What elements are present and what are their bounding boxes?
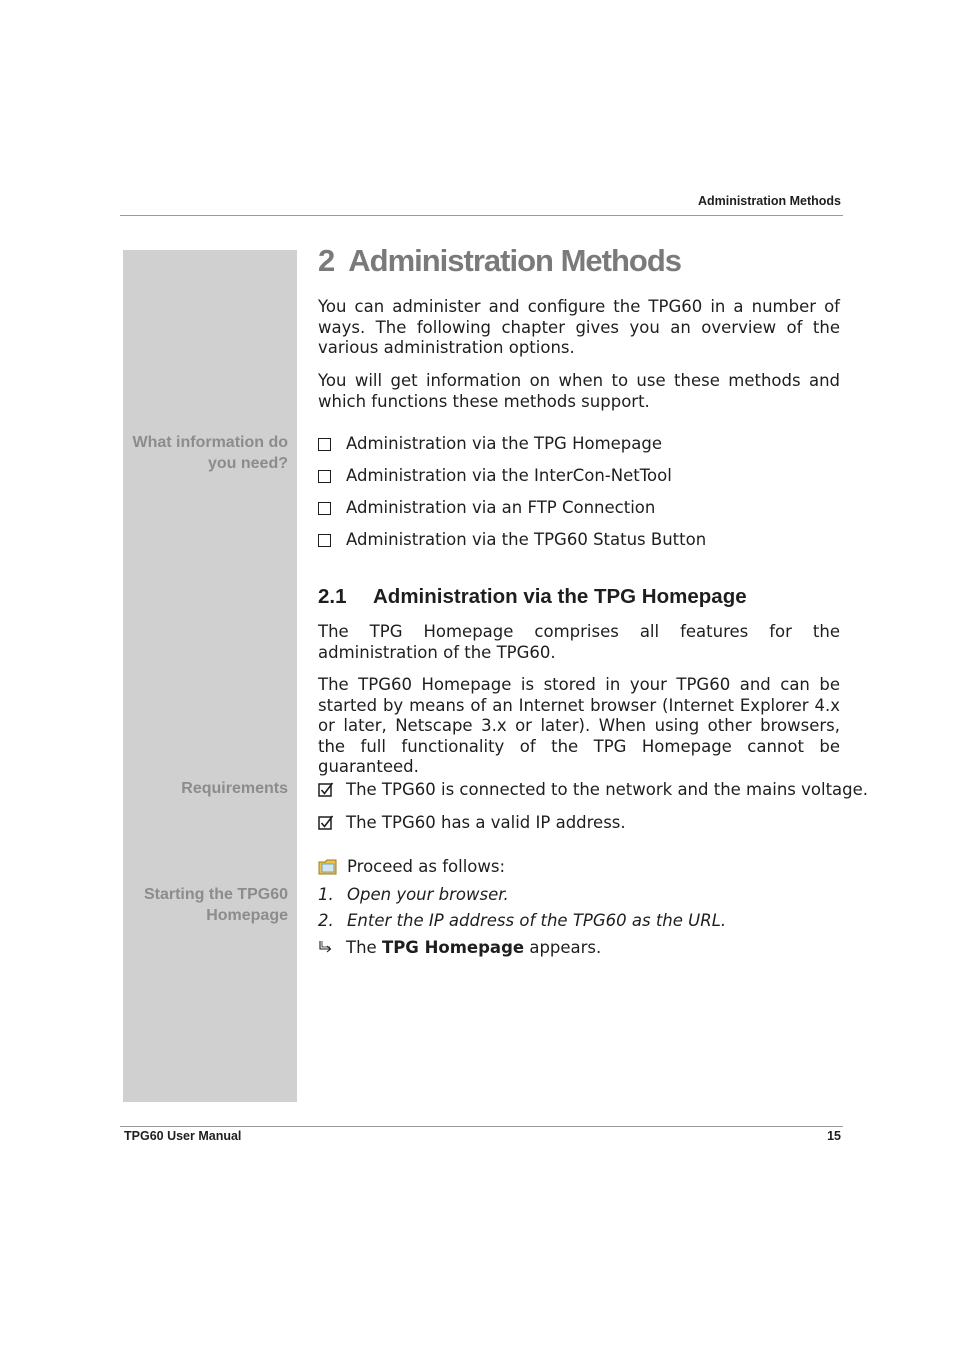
header-rule xyxy=(120,215,843,216)
procedure-intro xyxy=(318,857,505,877)
step-text: Enter the IP address of the TPG60 as the URL. xyxy=(347,911,727,930)
method-label: Administration via the TPG Homepage xyxy=(346,434,663,453)
result-bold-text: TPG Homepage xyxy=(381,938,525,957)
step-number: 1. xyxy=(318,885,334,904)
method-item xyxy=(318,530,706,550)
footer-manual-title: TPG60 User Manual xyxy=(124,1129,242,1143)
running-header: Administration Methods xyxy=(697,194,841,208)
section-title-text: Administration via the TPG Homepage xyxy=(373,585,747,608)
step-number: 2. xyxy=(318,911,334,930)
requirement-label: The TPG60 is connected to the network and the mains voltage. xyxy=(346,780,869,799)
page-number: 15 xyxy=(827,1129,841,1143)
section-number: 2.1 xyxy=(318,585,347,608)
result-arrow-icon xyxy=(318,940,334,956)
checkbox-empty-icon xyxy=(318,438,331,451)
requirement-label: The TPG60 has a valid IP address. xyxy=(346,813,626,832)
result-prefix: The xyxy=(346,938,377,957)
chapter-title-text: Administration Methods xyxy=(348,243,682,278)
checkbox-empty-icon xyxy=(318,470,331,483)
checkbox-checked-icon xyxy=(318,815,334,831)
method-item xyxy=(318,498,655,518)
requirement-item xyxy=(318,813,626,833)
section-paragraph-1: The TPG Homepage comprises all features for the administration of the TPG60. xyxy=(318,622,840,662)
section-paragraph-2: The TPG60 Homepage is stored in your TPG60 and can be started by means of an Internet browser (Internet Explorer 4.x or later, Netscape 3.x or later). When using other browsers, the full functionality of the TPG Homepage cannot be guaranteed. xyxy=(318,675,840,777)
procedure-step xyxy=(318,885,509,905)
requirement-item xyxy=(318,780,868,800)
checkbox-checked-icon xyxy=(318,782,334,798)
chapter-number: 2 xyxy=(318,243,335,278)
method-label: Administration via the InterCon-NetTool xyxy=(346,466,672,485)
method-item xyxy=(318,434,662,454)
intro-paragraph-1: You can administer and configure the TPG60 in a number of ways. The following chapter gives you an overview of the various administration options. xyxy=(318,297,840,358)
method-label: Administration via the TPG60 Status Button xyxy=(346,530,707,549)
result-suffix: appears. xyxy=(529,938,602,957)
sidenote-what-information: What information do you need? xyxy=(132,434,288,472)
procedure-intro-label: Proceed as follows: xyxy=(347,857,506,876)
sidenote-starting: Starting the TPG60 Homepage xyxy=(143,886,288,924)
checkbox-empty-icon xyxy=(318,502,331,515)
margin-sidebar xyxy=(123,250,297,1102)
procedure-result xyxy=(318,938,601,958)
section-heading xyxy=(318,585,747,609)
checkbox-empty-icon xyxy=(318,534,331,547)
folder-icon xyxy=(318,857,338,877)
method-label: Administration via an FTP Connection xyxy=(346,498,656,517)
chapter-title xyxy=(318,243,681,279)
sidenote-requirements: Requirements xyxy=(181,780,288,797)
method-item xyxy=(318,466,672,486)
footer-rule xyxy=(120,1126,843,1127)
step-text: Open your browser. xyxy=(347,885,509,904)
procedure-step xyxy=(318,911,726,931)
intro-paragraph-2: You will get information on when to use these methods and which functions these methods support. xyxy=(318,371,840,411)
